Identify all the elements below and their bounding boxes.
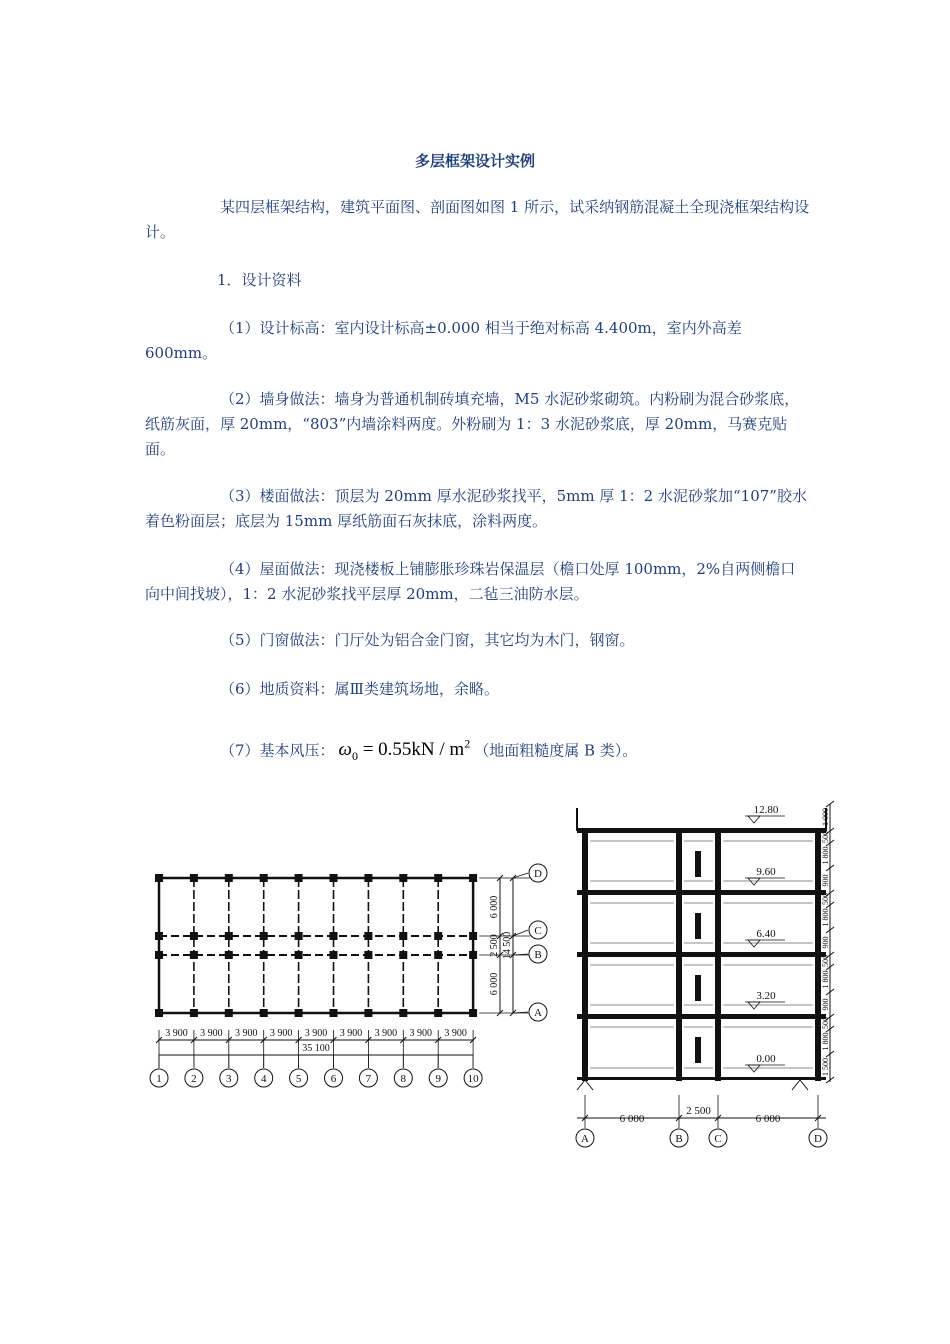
column — [434, 932, 442, 940]
item-roof: （4）屋面做法：现浇楼板上铺膨胀珍珠岩保温层（檐口处厚 100mm，2%自两侧檐口向中间找坡），1：2 水泥砂浆找平层厚 20mm，二毡三油防水层。 — [145, 560, 796, 603]
bay-dim-label: 3 900 — [269, 1028, 293, 1039]
column — [225, 1009, 233, 1017]
column — [330, 874, 338, 882]
item-floor: （3）楼面做法：顶层为 20mm 厚水泥砂浆找平，5mm 厚 1：2 水泥砂浆加“107”胶水着色粉面层；底层为 15mm 厚纸筋面石灰抹底，涂料两度。 — [145, 487, 807, 530]
elevation-triangle — [748, 816, 760, 823]
column — [330, 1009, 338, 1017]
story-dim-label: 500 — [821, 955, 830, 967]
floor-slab — [577, 952, 826, 957]
door-mark — [695, 975, 701, 1001]
item-wall: （2）墙身做法：墙身为普通机制砖填充墙，M5 水泥砂浆砌筑。内粉刷为混合砂浆底，纸筋灰面，厚 20mm，“803”内墙涂料两度。外粉刷为 1：3 水泥砂浆底，厚 20mm，马赛克贴面。 — [145, 390, 800, 458]
top-dim-label: 1 000 — [821, 808, 830, 826]
floor-plan-drawing — [150, 864, 547, 1087]
wind-formula: $\omega_0 = 0.55kN / m^2$ — [338, 737, 471, 764]
bay-dim-label: 3 900 — [165, 1028, 188, 1039]
story-dim-label: 900 — [821, 874, 830, 887]
story-dim-label: 1 800 — [821, 970, 830, 989]
column — [155, 951, 163, 959]
span-dim-label: 2 500 — [686, 1105, 711, 1117]
column — [225, 951, 233, 959]
axis-number: 9 — [435, 1073, 441, 1085]
column — [399, 951, 407, 959]
plan-outline — [159, 878, 473, 1013]
column — [469, 874, 477, 882]
axis-number: 4 — [260, 1073, 267, 1085]
column — [469, 932, 477, 940]
axis-number: 8 — [400, 1073, 407, 1085]
axis-number: 10 — [467, 1073, 479, 1085]
span-dim-label: 6 000 — [755, 1113, 781, 1125]
column — [225, 932, 233, 940]
story-dim-label: 900 — [821, 998, 830, 1011]
floor-slab — [577, 828, 826, 833]
column — [260, 932, 268, 940]
column — [155, 932, 163, 940]
section-column — [715, 831, 721, 1081]
column — [399, 1009, 407, 1017]
column — [330, 932, 338, 940]
axis-number: 2 — [191, 1073, 197, 1085]
story-dim-label: 900 — [821, 936, 830, 949]
axis-number: 6 — [330, 1073, 337, 1085]
axis-letter: D — [814, 1133, 822, 1145]
story-dim-label: 1 800 — [821, 846, 830, 865]
story-dim-label: 500 — [821, 893, 830, 905]
elevation-label: 6.40 — [756, 928, 776, 940]
column — [364, 1009, 372, 1017]
section-drawing — [576, 801, 834, 1147]
axis-letter: B — [675, 1133, 683, 1145]
column — [295, 932, 303, 940]
column — [434, 951, 442, 959]
column — [295, 874, 303, 882]
column — [155, 874, 163, 882]
column — [155, 1009, 163, 1017]
column — [469, 951, 477, 959]
bay-dim-label: 3 900 — [339, 1028, 363, 1039]
elevation-triangle — [748, 940, 760, 947]
floor-slab — [577, 890, 826, 895]
bay-dim-label: 3 900 — [374, 1028, 398, 1039]
elevation-label: 3.20 — [756, 990, 776, 1002]
column — [295, 951, 303, 959]
elevation-triangle — [748, 878, 760, 885]
item-design-elevation: （1）设计标高：室内设计标高±0.000 相当于绝对标高 4.400m，室内外高差 600mm。 — [145, 319, 742, 362]
column — [364, 951, 372, 959]
story-dim-label: 500 — [821, 831, 830, 843]
elevation-label: 9.60 — [756, 866, 776, 878]
column — [190, 951, 198, 959]
wind-suffix: （地面粗糙度属 B 类）。 — [474, 741, 638, 760]
column — [260, 951, 268, 959]
floor-slab — [577, 1014, 826, 1019]
elevation-label: 0.00 — [756, 1053, 776, 1065]
ground-support — [792, 1080, 808, 1090]
column — [364, 874, 372, 882]
axis-number: 3 — [226, 1073, 232, 1085]
column — [330, 951, 338, 959]
elevation-triangle — [748, 1002, 760, 1009]
axis-letter: A — [534, 1007, 542, 1019]
column — [190, 932, 198, 940]
column — [295, 1009, 303, 1017]
page-title: 多层框架设计实例 — [414, 152, 535, 170]
ground-support — [577, 1080, 593, 1090]
floor-slab — [577, 1077, 826, 1080]
column — [260, 1009, 268, 1017]
story-dim-label: 1 800 — [821, 1032, 830, 1051]
column — [434, 1009, 442, 1017]
bay-dim-label: 3 900 — [409, 1028, 432, 1039]
door-mark — [695, 913, 701, 939]
bay-dim-label: 3 900 — [444, 1028, 467, 1039]
axis-number: 1 — [156, 1073, 162, 1085]
section-heading: 1．设计资料 — [217, 271, 302, 289]
column — [434, 874, 442, 882]
story-dim-label: 500 — [821, 1017, 830, 1029]
depth-dim-label: 6 000 — [489, 972, 500, 996]
column — [190, 1009, 198, 1017]
column — [399, 874, 407, 882]
bay-dim-label: 3 900 — [200, 1028, 223, 1039]
story-dim-label: 1 800 — [821, 908, 830, 927]
column — [399, 932, 407, 940]
item-doors-windows: （5）门窗做法：门厅处为铝合金门窗，其它均为木门，钢窗。 — [220, 631, 635, 649]
column — [469, 1009, 477, 1017]
column — [260, 874, 268, 882]
bay-dim-label: 3 900 — [235, 1028, 258, 1039]
axis-letter: B — [534, 949, 542, 961]
span-dim-label: 6 000 — [619, 1113, 645, 1125]
elevation-label: 12.80 — [753, 804, 779, 816]
column — [364, 932, 372, 940]
item-geology: （6）地质资料：属Ⅲ类建筑场地，余略。 — [220, 680, 500, 698]
depth-dim-label: 6 000 — [489, 895, 500, 919]
elevation-triangle — [748, 1065, 760, 1072]
story-dim-label: 1 500 — [821, 1058, 830, 1076]
door-mark — [695, 851, 701, 877]
axis-leader — [513, 930, 528, 936]
total-length-label: 35 100 — [302, 1043, 330, 1054]
axis-letter: D — [534, 868, 542, 880]
axis-letter: A — [581, 1133, 589, 1145]
total-depth-label: 14 500 — [502, 931, 513, 960]
bay-dim-label: 3 900 — [304, 1028, 328, 1039]
axis-letter: C — [714, 1133, 722, 1145]
column — [190, 874, 198, 882]
section-column — [676, 831, 682, 1081]
axis-letter: C — [534, 925, 542, 937]
section-column — [582, 831, 588, 1081]
intro-paragraph: 某四层框架结构，建筑平面图、剖面图如图 1 所示，试采纳钢筋混凝土全现浇框架结构设计。 — [145, 198, 810, 241]
axis-number: 7 — [365, 1073, 372, 1085]
depth-dim-label: 2 500 — [489, 934, 500, 957]
column — [225, 874, 233, 882]
door-mark — [695, 1037, 701, 1063]
wind-label: （7）基本风压： — [220, 741, 335, 760]
axis-number: 5 — [295, 1073, 302, 1085]
